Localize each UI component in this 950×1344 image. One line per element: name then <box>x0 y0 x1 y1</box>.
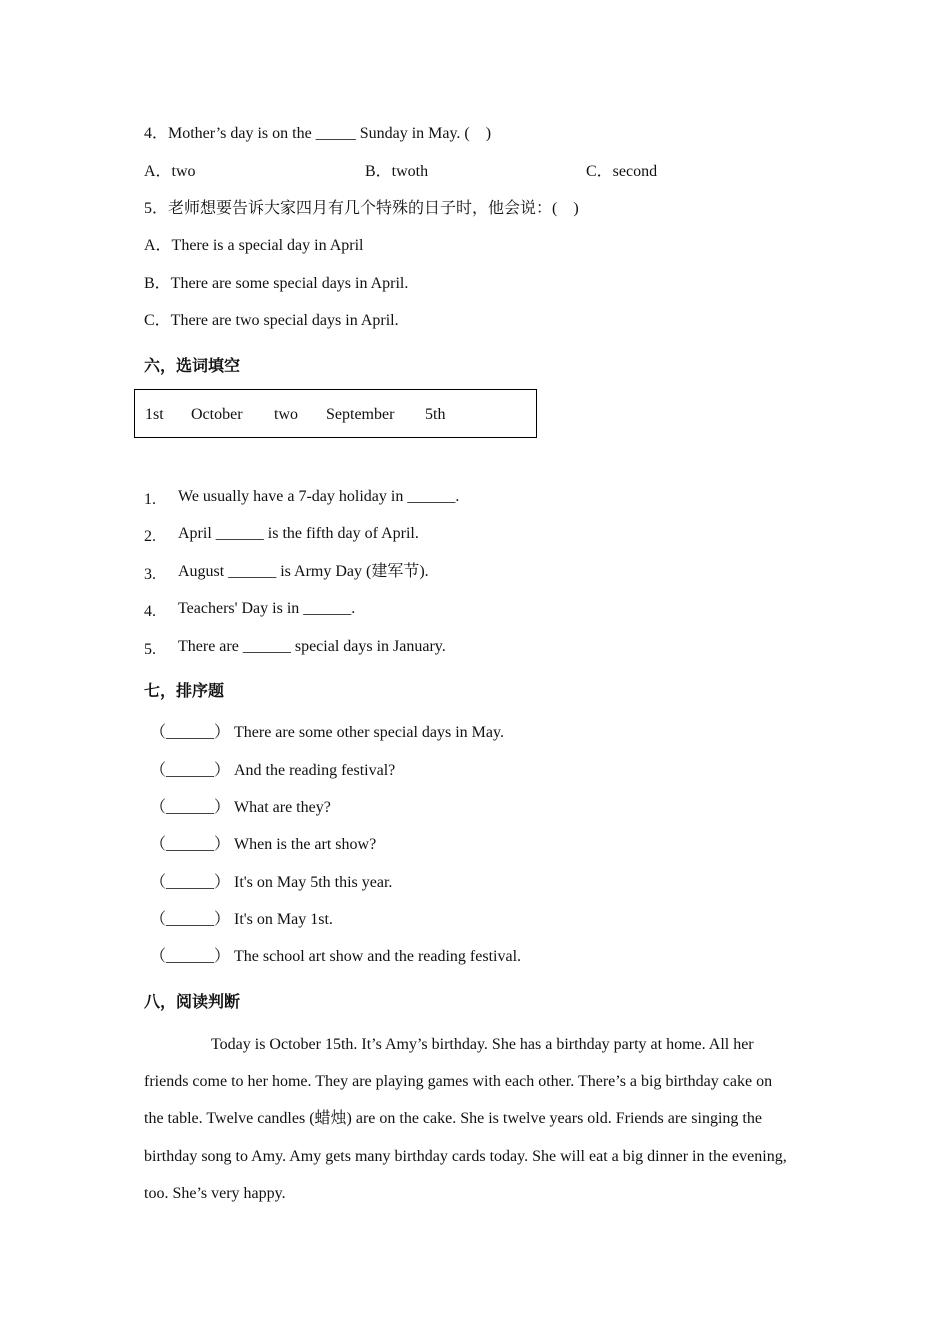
order-sentence: It's on May 5th this year. <box>234 874 393 891</box>
order-sentence: And the reading festival? <box>234 762 396 779</box>
order-blank: （______） <box>150 836 231 853</box>
question-5-option-c: C．There are two special days in April. <box>144 312 399 329</box>
fill-question-number: 4. <box>144 603 156 620</box>
question-5-option-b: B．There are some special days in April. <box>144 275 409 292</box>
order-blank: （______） <box>150 762 231 779</box>
section-6-title: 六，选词填空 <box>144 356 241 375</box>
fill-question-text: Teachers' Day is in ______. <box>178 600 356 617</box>
fill-question-text: August ______ is Army Day (建军节). <box>178 563 429 580</box>
order-blank: （______） <box>150 874 231 891</box>
order-sentence: The school art show and the reading festival. <box>234 948 522 965</box>
reading-passage-line: the table. Twelve candles (蜡烛) are on the cake. She is twelve years old. Friends are singing the <box>144 1110 762 1127</box>
word-bank-item: September <box>326 406 395 423</box>
fill-question-number: 2. <box>144 528 156 545</box>
fill-question-text: There are ______ special days in January. <box>178 638 446 655</box>
order-blank: （______） <box>150 948 231 965</box>
order-sentence: What are they? <box>234 799 331 816</box>
order-sentence: When is the art show? <box>234 836 377 853</box>
fill-question-number: 3. <box>144 566 156 583</box>
word-bank-item: two <box>274 406 298 423</box>
word-bank-item: 5th <box>425 406 446 423</box>
word-bank-box <box>134 389 537 438</box>
fill-question-number: 5. <box>144 641 156 658</box>
order-blank: （______） <box>150 724 231 741</box>
fill-question-number: 1. <box>144 491 156 508</box>
word-bank-item: 1st <box>145 406 164 423</box>
question-4-option-a: A．two <box>144 163 196 180</box>
question-4-option-c: C．second <box>586 163 658 180</box>
order-sentence: There are some other special days in May. <box>234 724 504 741</box>
section-7-title: 七，排序题 <box>144 681 225 700</box>
fill-question-text: We usually have a 7-day holiday in ______. <box>178 488 460 505</box>
fill-question-text: April ______ is the fifth day of April. <box>178 525 419 542</box>
question-5-stem: 5．老师想要告诉大家四月有几个特殊的日子时，他会说：( ) <box>144 200 579 217</box>
question-4-option-b: B．twoth <box>365 163 429 180</box>
question-4-stem: 4．Mother’s day is on the _____ Sunday in May. ( ) <box>144 125 492 142</box>
reading-passage-line: birthday song to Amy. Amy gets many birthday cards today. She will eat a big dinner in the evening, <box>144 1148 787 1165</box>
question-5-option-a: A．There is a special day in April <box>144 237 364 254</box>
reading-passage-line: too. She’s very happy. <box>144 1185 286 1202</box>
word-bank-item: October <box>191 406 243 423</box>
order-blank: （______） <box>150 799 231 816</box>
reading-passage-line: Today is October 15th. It’s Amy’s birthday. She has a birthday party at home. All her <box>211 1036 754 1053</box>
reading-passage-line: friends come to her home. They are playing games with each other. There’s a big birthday cake on <box>144 1073 773 1090</box>
section-8-title: 八，阅读判断 <box>144 992 241 1011</box>
order-blank: （______） <box>150 911 231 928</box>
order-sentence: It's on May 1st. <box>234 911 333 928</box>
